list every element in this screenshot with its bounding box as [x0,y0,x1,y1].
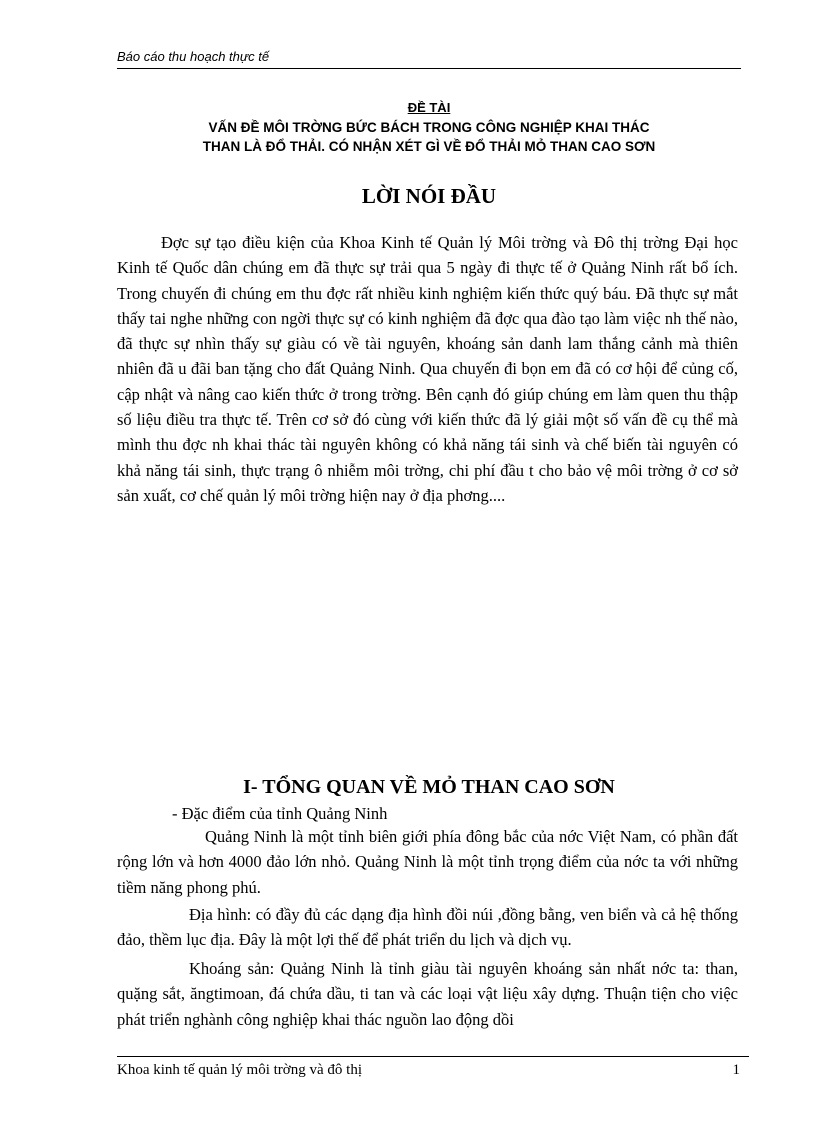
topic-label: ĐỀ TÀI [407,100,451,115]
topic-title-line-2: THAN LÀ ĐỔ THẢI. CÓ NHẬN XÉT GÌ VỀ ĐỔ THẢI MỎ THAN CAO SƠN [202,139,656,154]
section-1-subheading: - Đặc điểm của tỉnh Quảng Ninh [172,804,388,823]
section-1-paragraph-3: Khoáng sản: Quảng Ninh là tỉnh giàu tài nguyên khoáng sản nhất nớc ta: than, quặng sắt, ăngtimoan, đá chứa dầu, ti tan và các loại vật liệu xây dựng. Thuận tiện cho việc phát triển nghành công nghiệp khai thác nguồn lao động dồi [117,959,738,1029]
page-number: 1 [732,1062,740,1078]
preface-heading: LỜI NÓI ĐẦU [361,184,497,208]
topic-title-line-1: VẤN ĐỀ MÔI TRỜNG BỨC BÁCH TRONG CÔNG NGHIỆP KHAI THÁC [208,120,650,135]
footer-divider [117,1056,749,1057]
section-1-paragraph-1: Quảng Ninh là một tỉnh biên giới phía đông bắc của nớc Việt Nam, có phần đất rộng lớn và hơn 4000 đảo lớn nhỏ. Quảng Ninh là một tỉnh trọng điểm của nớc ta với những tiềm năng phong phú. [117,827,738,897]
running-header: Báo cáo thu hoạch thực tế [117,48,741,69]
section-1-heading: I- TỔNG QUAN VỀ MỎ THAN CAO SƠN [243,776,615,798]
preface-paragraph: Đợc sự tạo điều kiện của Khoa Kinh tế Quản lý Môi trờng và Đô thị trờng Đại học Kinh tế Quốc dân chúng em đã thực sự trải qua 5 ngày đi thực tế ở Quảng Ninh rất bổ ích. Trong chuyến đi chúng em thu đợc rất nhiều kinh nghiệm kiến thức quý báu. Đã thực sự mắt thấy tai nghe những con ngời thực sự có kinh nghiệm đã đợc qua đào tạo làm việc nh thế nào, đã thực sự nhìn thấy sự giàu có về tài nguyên, khoáng sản danh lam thắng cảnh mà thiên nhiên đã u đãi ban tặng cho đất Quảng Ninh. Qua chuyến đi bọn em đã có cơ hội để củng cố, cập nhật và nâng cao kiến thức ở trong trờng. Bên cạnh đó giúp chúng em làm quen thu thập số liệu điều tra thực tế. Trên cơ sở đó cùng với kiến thức đã lý giải một số vấn đề cụ thể mà mình thu đợc nh khai thác tài nguyên không có khả năng tái sinh và chế biến tài nguyên có khả năng tái sinh, thực trạng ô nhiễm môi trờng, chi phí đầu t cho bảo vệ môi trờng ở cơ sở sản xuất, cơ chế quản lý môi trờng hiện nay ở địa phơng.... [117,233,738,505]
running-footer: Khoa kinh tế quản lý môi trờng và đô thị [117,1062,362,1078]
section-1-paragraph-2: Địa hình: có đầy đủ các dạng địa hình đồi núi ,đồng bằng, ven biển và cả hệ thống đảo, thềm lục địa. Đây là một lợi thế để phát triển du lịch và dịch vụ. [117,905,738,950]
topic-title [117,118,741,156]
